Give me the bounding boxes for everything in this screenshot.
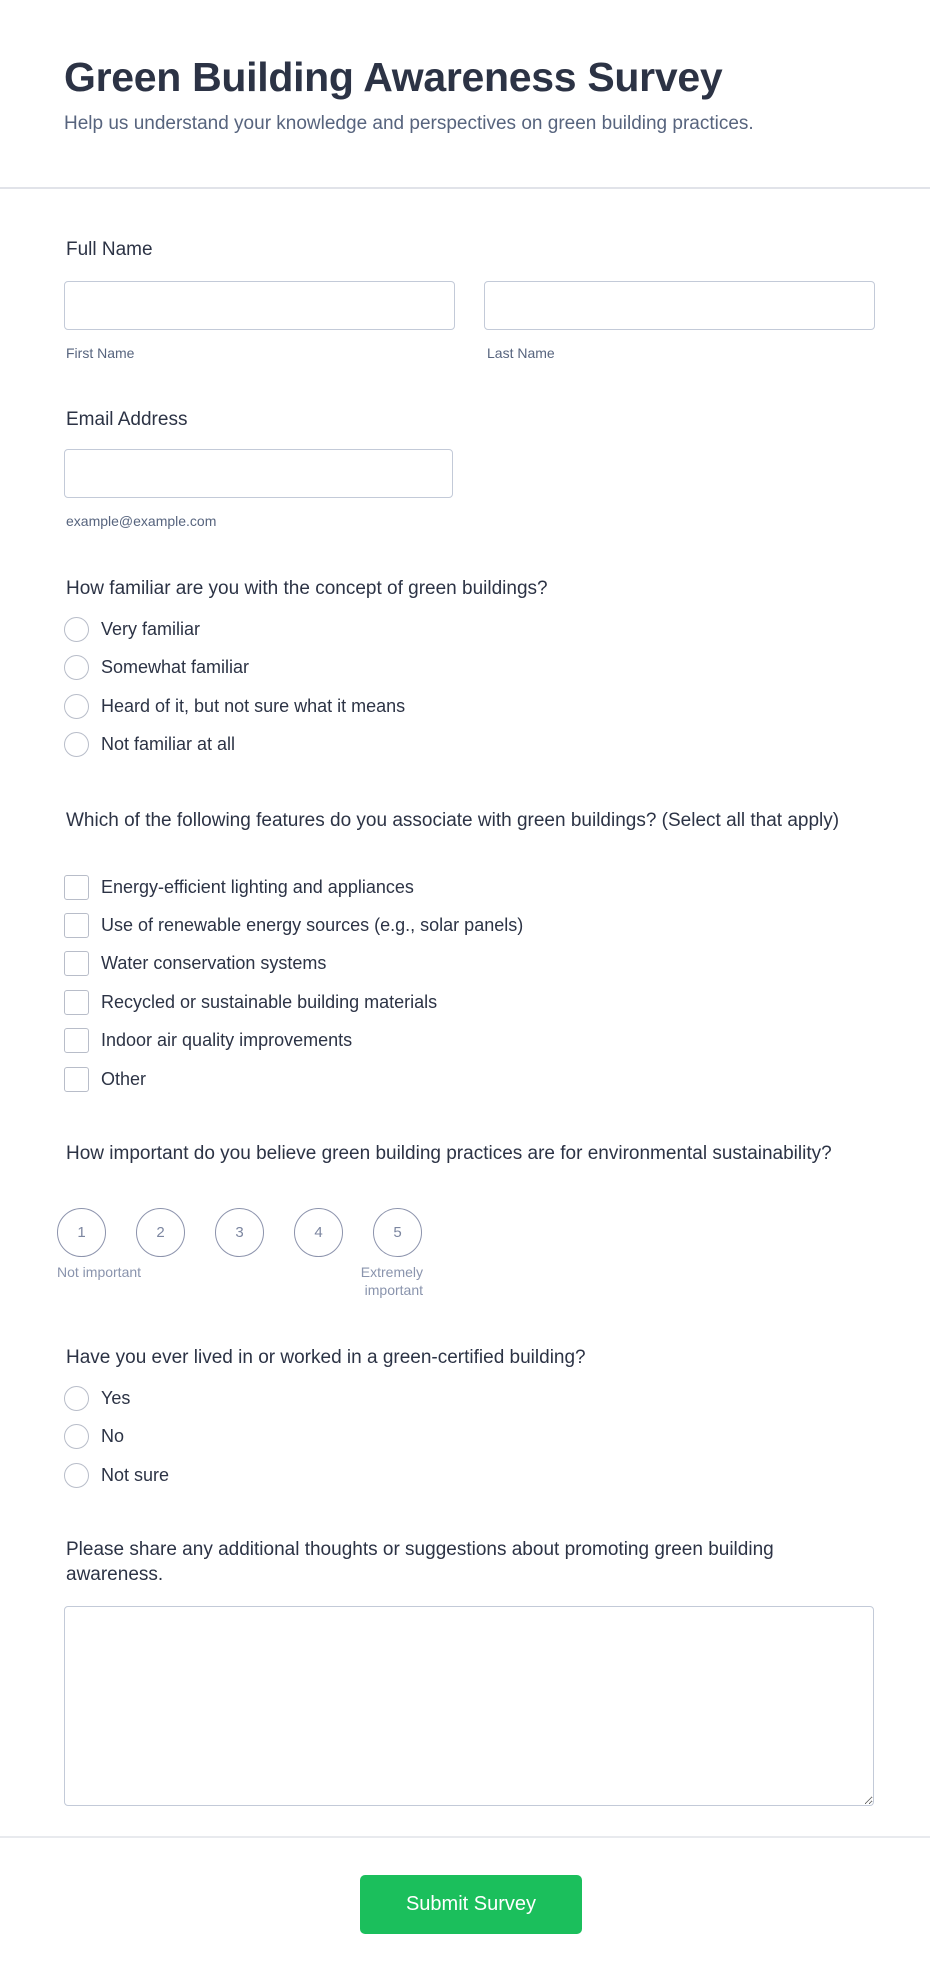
q4-label: Have you ever lived in or worked in a green-certified building? — [66, 1347, 586, 1368]
checkbox[interactable] — [64, 913, 89, 938]
option-label: Indoor air quality improvements — [101, 1030, 353, 1050]
scale-option-1[interactable]: 1 — [57, 1208, 106, 1257]
checkbox[interactable] — [64, 990, 89, 1015]
checkbox[interactable] — [64, 951, 89, 976]
scale-option-5[interactable]: 5 — [373, 1208, 422, 1257]
page-subtitle: Help us understand your knowledge and perspectives on green building practices. — [64, 113, 754, 134]
q2-option[interactable] — [64, 913, 523, 938]
q1-option[interactable] — [64, 694, 405, 719]
q4-option[interactable] — [64, 1424, 124, 1449]
option-label: Not sure — [101, 1465, 170, 1485]
q2-option[interactable] — [64, 1028, 352, 1053]
scale-max-label: Extremely important — [360, 1264, 423, 1298]
q5-label: Please share any additional thoughts or suggestions about promoting green building awareness. — [66, 1539, 774, 1585]
radio-button[interactable] — [64, 694, 89, 719]
q1-label: How familiar are you with the concept of green buildings? — [66, 578, 548, 599]
radio-button[interactable] — [64, 617, 89, 642]
q2-label: Which of the following features do you associate with green buildings? (Select all that apply) — [66, 810, 840, 831]
survey-header — [0, 0, 930, 189]
email-input[interactable] — [64, 449, 453, 498]
q4-option[interactable] — [64, 1463, 169, 1488]
option-label: Recycled or sustainable building materials — [101, 992, 438, 1012]
option-label: Water conservation systems — [101, 953, 327, 973]
radio-button[interactable] — [64, 732, 89, 757]
checkbox[interactable] — [64, 1067, 89, 1092]
q1-option[interactable] — [64, 732, 235, 757]
q3-label: How important do you believe green building practices are for environmental sustainability? — [66, 1143, 832, 1164]
submit-survey-button[interactable]: Submit Survey — [360, 1875, 582, 1934]
scale-option-3[interactable]: 3 — [215, 1208, 264, 1257]
q2-option[interactable] — [64, 951, 326, 976]
option-label: Energy-efficient lighting and appliances — [101, 877, 414, 897]
scale-option-2[interactable]: 2 — [136, 1208, 185, 1257]
option-label: Very familiar — [101, 619, 201, 639]
first-name-input[interactable] — [64, 281, 455, 330]
q2-option[interactable] — [64, 875, 414, 900]
q1-option[interactable] — [64, 617, 200, 642]
q1-option[interactable] — [64, 655, 249, 680]
q2-option[interactable] — [64, 990, 437, 1015]
option-label: Use of renewable energy sources (e.g., solar panels) — [101, 915, 524, 935]
last-name-input[interactable] — [484, 281, 875, 330]
checkbox[interactable] — [64, 1028, 89, 1053]
radio-button[interactable] — [64, 1463, 89, 1488]
option-label: Other — [101, 1069, 147, 1089]
full-name-label: Full Name — [66, 239, 153, 260]
checkbox[interactable] — [64, 875, 89, 900]
page-title: Green Building Awareness Survey — [64, 54, 723, 100]
first-name-hint: First Name — [66, 345, 135, 361]
scale-min-label: Not important — [57, 1264, 142, 1280]
radio-button[interactable] — [64, 1424, 89, 1449]
option-label: Heard of it, but not sure what it means — [101, 696, 406, 716]
option-label: Somewhat familiar — [101, 657, 250, 677]
q4-option[interactable] — [64, 1386, 130, 1411]
suggestions-textarea[interactable] — [64, 1606, 874, 1806]
radio-button[interactable] — [64, 655, 89, 680]
option-label: Yes — [101, 1388, 131, 1408]
option-label: Not familiar at all — [101, 734, 236, 754]
email-label: Email Address — [66, 409, 188, 430]
q2-option[interactable] — [64, 1067, 146, 1092]
last-name-hint: Last Name — [487, 345, 555, 361]
email-hint: example@example.com — [66, 513, 217, 529]
radio-button[interactable] — [64, 1386, 89, 1411]
footer-divider — [0, 1836, 930, 1838]
option-label: No — [101, 1426, 125, 1446]
scale-option-4[interactable]: 4 — [294, 1208, 343, 1257]
